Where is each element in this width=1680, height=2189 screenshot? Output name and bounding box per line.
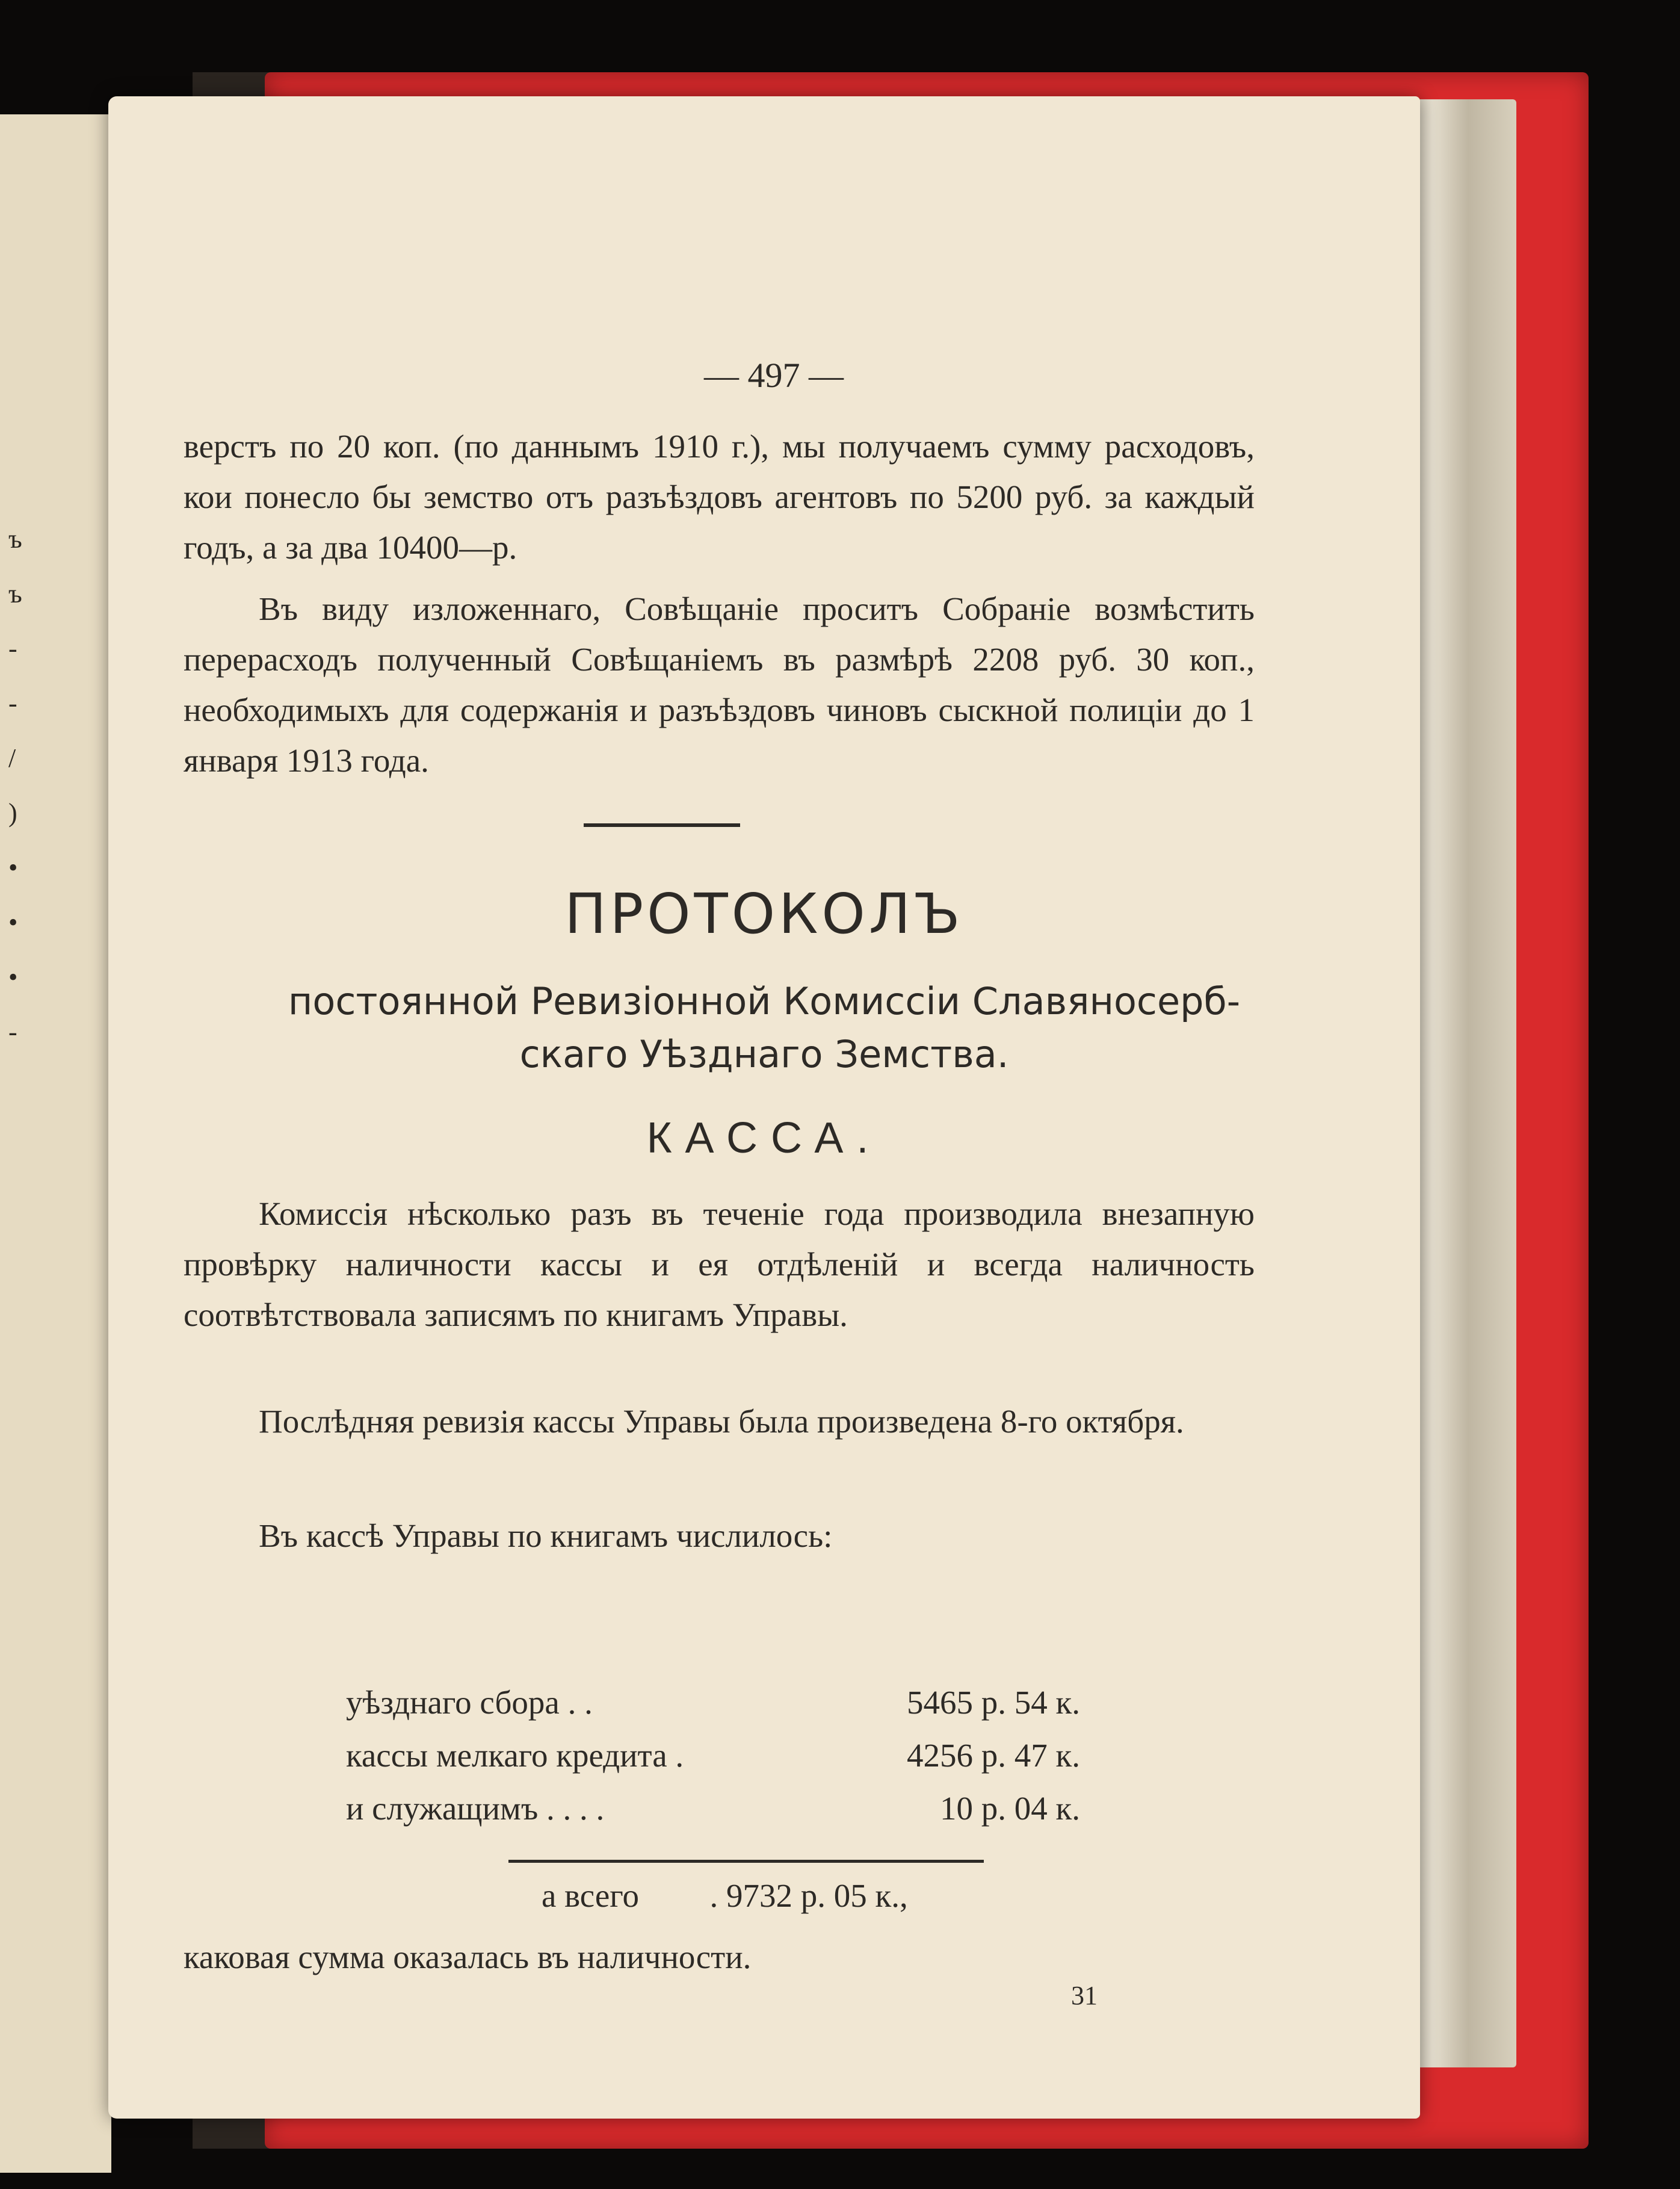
table-row xyxy=(346,1676,1188,1729)
subtitle-line-1: постоянной Ревизіонной Комиссіи Славяносерб- xyxy=(288,979,1241,1023)
row-amount: 10 р. 04 к. xyxy=(940,1790,1080,1827)
row-label: кассы мелкаго кредита . xyxy=(346,1737,684,1774)
commission-paragraph xyxy=(184,1189,1255,1340)
section-heading: КАССА. xyxy=(646,1114,882,1162)
closing-text: каковая сумма оказалась въ наличности. xyxy=(184,1939,752,1975)
row-label: уѣзднаго сбора . . xyxy=(346,1684,593,1721)
facing-page-marks: ъ ъ - - / ) • • • - xyxy=(8,524,22,1047)
document-page xyxy=(108,96,1420,2119)
row-amount: 4256 р. 47 к. xyxy=(907,1737,1080,1774)
protocol-subtitle xyxy=(108,975,1420,1081)
section-divider xyxy=(584,823,740,827)
intro-paragraph xyxy=(184,421,1255,573)
table-row xyxy=(346,1729,1188,1782)
sheet-number: 31 xyxy=(1071,1981,1098,2010)
request-text: Въ виду изложеннаго, Совѣщаніе проситъ Собраніе возмѣстить перерасходъ полученный Совѣщаніемъ въ размѣрѣ 2208 руб. 30 коп., необходимыхъ для содержанія и разъѣздовъ чиновъ сыскной полиціи до 1 января 1913 года. xyxy=(184,590,1255,779)
page-number: — 497 — xyxy=(704,356,844,395)
subtitle-line-2: скаго Уѣзднаго Земства. xyxy=(519,1032,1009,1076)
sum-line xyxy=(508,1860,984,1863)
row-amount: 5465 р. 54 к. xyxy=(907,1684,1080,1721)
cash-intro-text: Въ кассѣ Управы по книгамъ числилось: xyxy=(259,1517,833,1554)
total-label: а всего xyxy=(542,1877,639,1914)
facing-page-edge xyxy=(0,114,111,2173)
total-amount: . 9732 р. 05 к., xyxy=(709,1877,908,1914)
intro-text: верстъ по 20 коп. (по даннымъ 1910 г.), мы получаемъ сумму расходовъ, кои понесло бы земство отъ разъѣздовъ агентовъ по 5200 руб. за каждый годъ, а за два 10400—р. xyxy=(184,428,1255,566)
cash-intro-paragraph xyxy=(184,1511,1255,1561)
table-row xyxy=(346,1782,1188,1835)
revision-paragraph xyxy=(184,1396,1255,1447)
total-row xyxy=(542,1869,908,1923)
revision-text: Послѣдняя ревизія кассы Управы была произведена 8-го октября. xyxy=(259,1403,1184,1440)
request-paragraph xyxy=(184,584,1255,786)
protocol-heading: ПРОТОКОЛЪ xyxy=(564,882,964,946)
cash-table xyxy=(346,1676,1188,1835)
row-label: и служащимъ . . . . xyxy=(346,1790,605,1827)
commission-text: Комиссія нѣсколько разъ въ теченіе года производила внезапную провѣрку наличности кассы и ея отдѣленій и всегда наличность соотвѣтствовала записямъ по книгамъ Управы. xyxy=(184,1195,1255,1333)
